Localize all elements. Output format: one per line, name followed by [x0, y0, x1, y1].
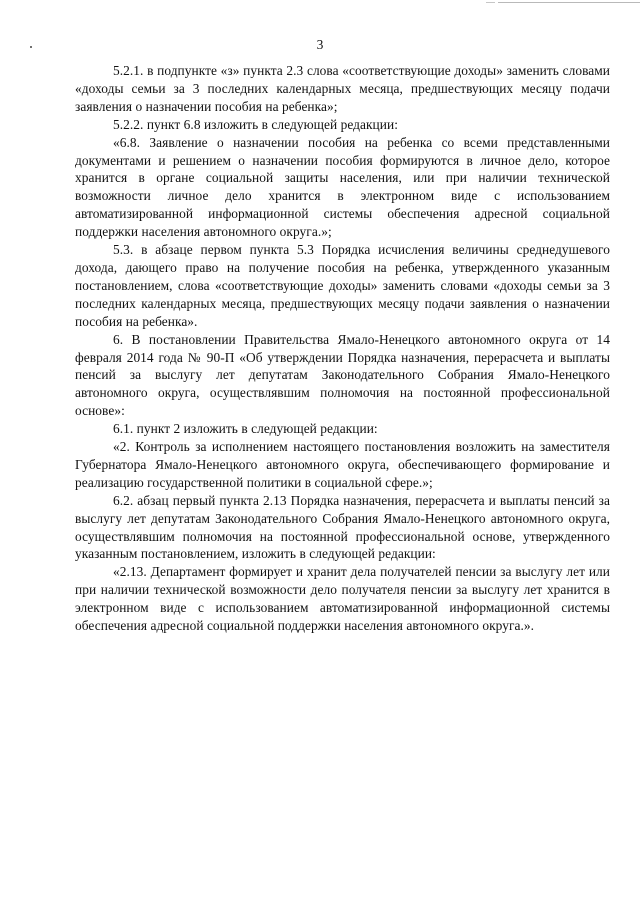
page-number: 3 — [316, 37, 324, 52]
paragraph-6-1: 6.1. пункт 2 изложить в следующей редакции: — [113, 421, 378, 437]
scan-edge-mark — [486, 2, 495, 3]
paragraph-6-2: 6.2. абзац первый пункта 2.13 Порядка назначения, перерасчета и выплаты пенсий за выслугу лет депутатам Законодательного Собрания Ямало-Ненецкого автономного округа, осуществлявшим полномочия на постоянной профессиональной основе, утвержденного указанным постановлением, изложить в следующей редакции: — [75, 492, 610, 562]
paragraph-6-8-quote: «6.8. Заявление о назначении пособия на ребенка со всеми представленными документами и решением о назначении пособия формируются в личное дело, которое хранится в органе социальной защиты населения, или при наличии технической возможности личное дело хранится в электронном виде с использованием автоматизированной информационной системы обеспечения адресной социальной поддержки населения автономного округа.»; — [75, 134, 610, 240]
paragraph-6: 6. В постановлении Правительства Ямало-Ненецкого автономного округа от 14 февраля 2014 года № 90-П «Об утверждении Порядка назначения, перерасчета и выплаты пенсий за выслугу лет депутатам Законодательного Собрания Ямало-Ненецкого автономного округа, осуществлявшим полномочия на постоянной профессиональной основе»: — [75, 331, 610, 419]
paragraph-5-2-1: 5.2.1. в подпункте «з» пункта 2.3 слова «соответствующие доходы» заменить словами «доходы семьи за 3 последних календарных месяца, предшествующих месяцу подачи заявления о назначении пособия на ребенка»; — [75, 63, 610, 114]
paragraph-5-2-2: 5.2.2. пункт 6.8 изложить в следующей редакции: — [113, 116, 398, 132]
scan-edge-line — [498, 2, 640, 3]
paragraph-5-3: 5.3. в абзаце первом пункта 5.3 Порядка исчисления величины среднедушевого дохода, дающего право на получение пособия на ребенка, утвержденного указанным постановлением, слова «соответствующие доходы» заменить словами «доходы семьи за 3 последних календарных месяца, предшествующих месяцу подачи заявления о назначении пособия на ребенка». — [75, 242, 610, 329]
paragraph-2-13-quote: «2.13. Департамент формирует и хранит дела получателей пенсии за выслугу лет или при наличии технической возможности дело получателя пенсии за выслугу лет хранится в электронном виде с использованием автоматизированной информационной системы обеспечения адресной социальной поддержки населения автономного округа.». — [75, 564, 610, 634]
document-body — [75, 62, 610, 635]
paragraph-2-quote: «2. Контроль за исполнением настоящего постановления возложить на заместителя Губернатора Ямало-Ненецкого автономного округа, обеспечивающего формирование и реализацию государственной политики в социальной сфере.»; — [75, 439, 610, 490]
